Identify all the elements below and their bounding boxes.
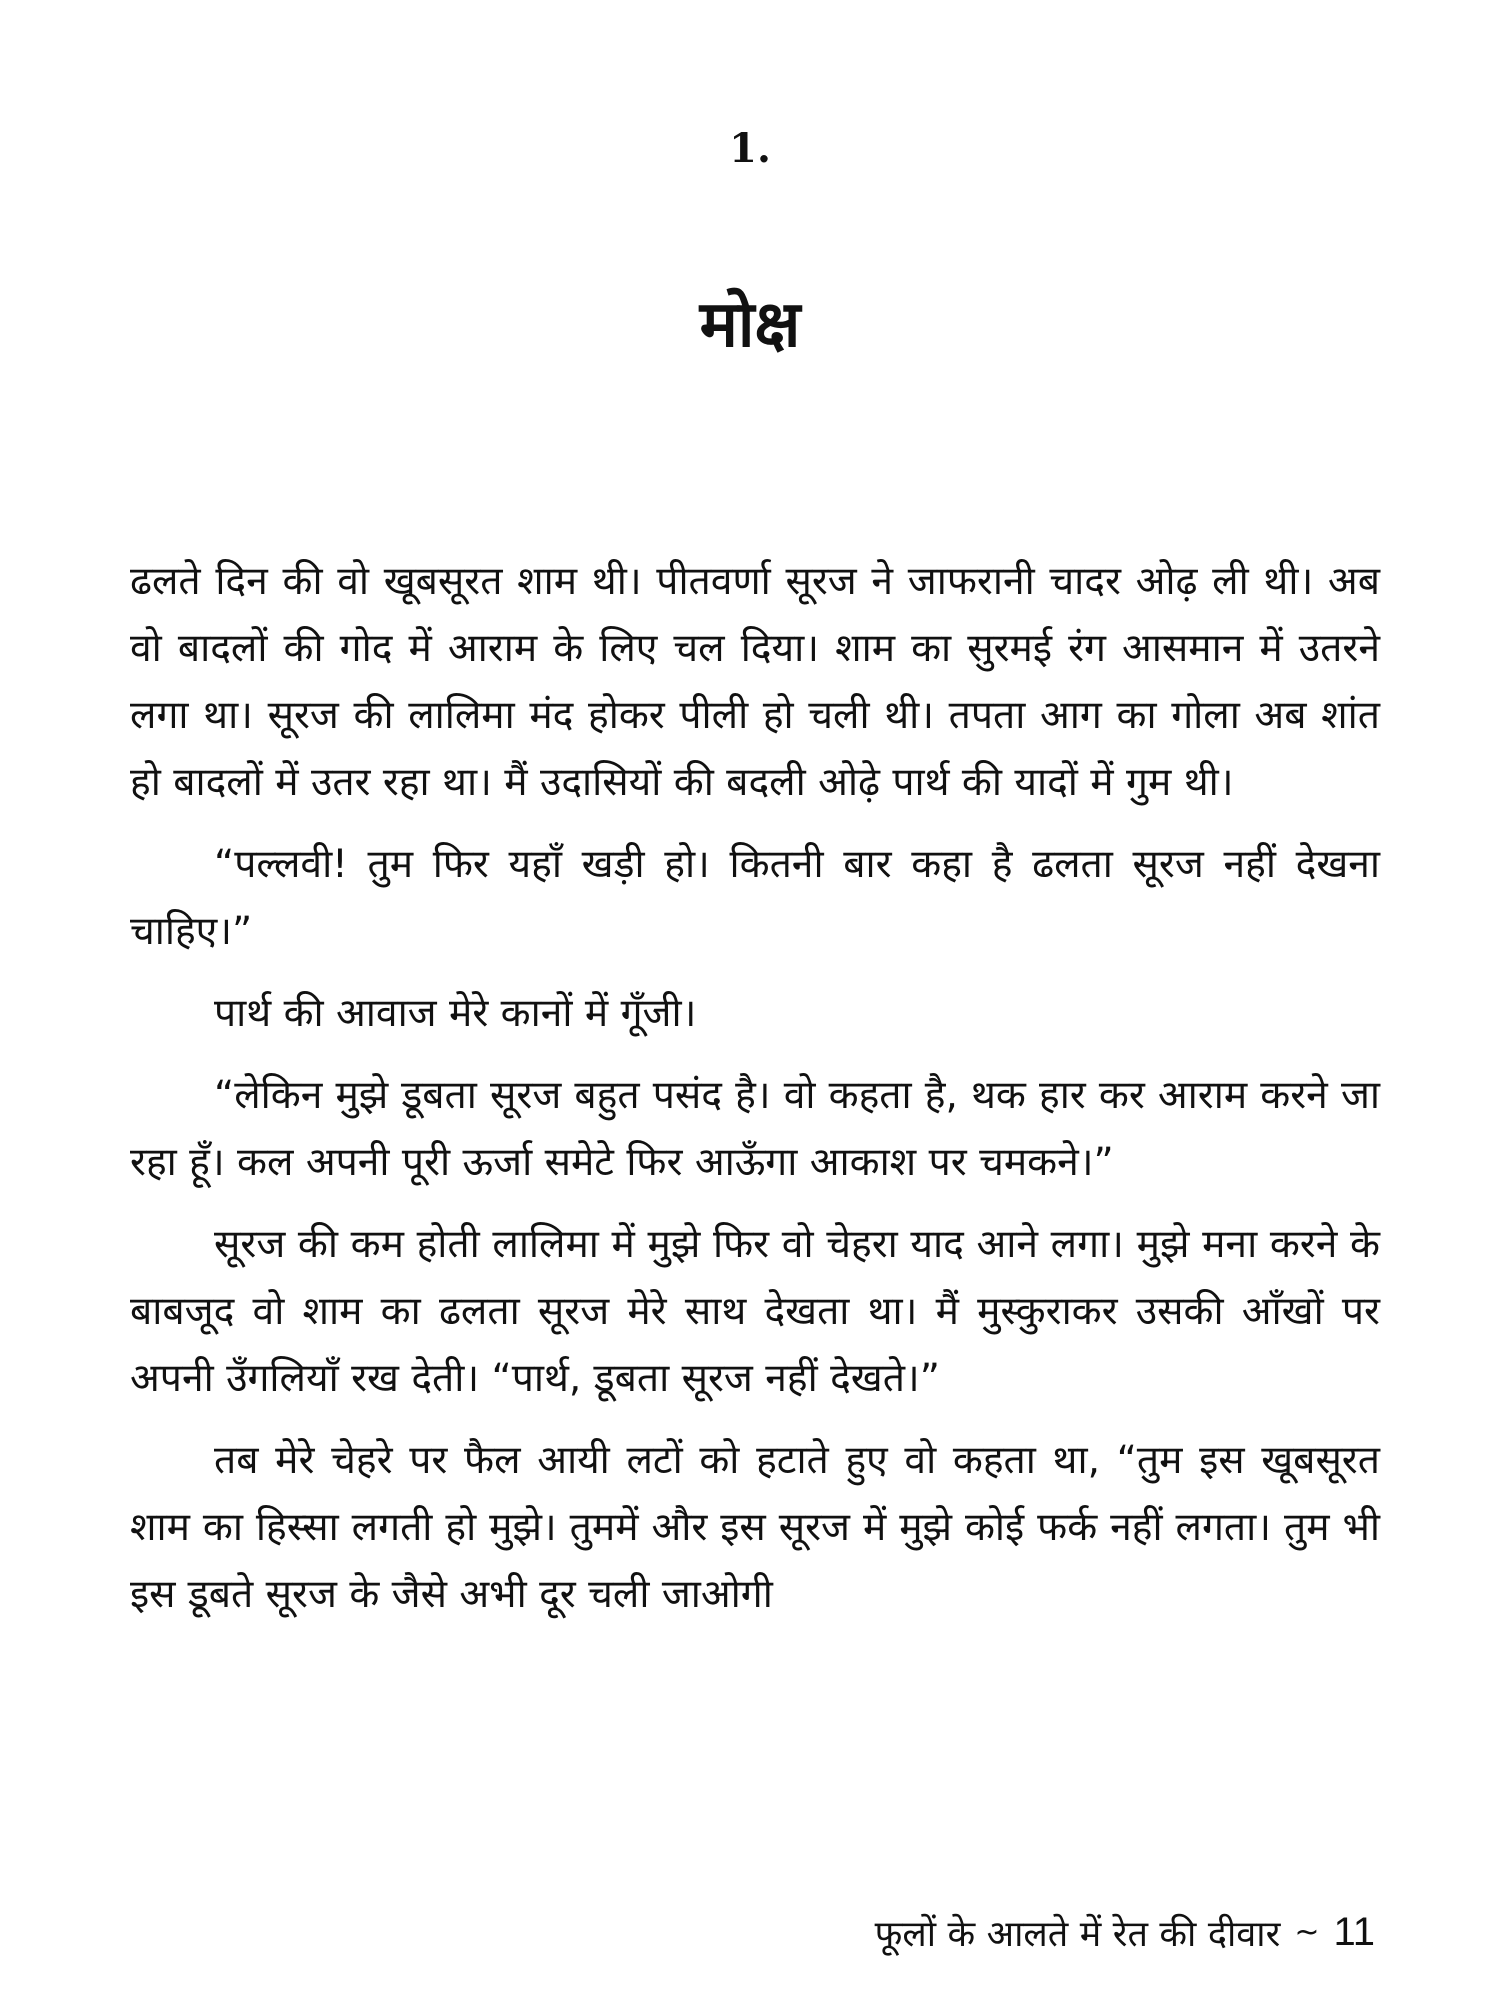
paragraph: “पल्लवी! तुम फिर यहाँ खड़ी हो। कितनी बार कहा है ढलता सूरज नहीं देखना चाहिए।” [130,842,1380,954]
paragraph: पार्थ की आवाज मेरे कानों में गूँजी। [214,991,697,1036]
paragraph: सूरज की कम होती लालिमा में मुझे फिर वो चेहरा याद आने लगा। मुझे मना करने के बाबजूद वो शाम का ढलता सूरज मेरे साथ देखता था। मैं मुस्कुराकर उसकी आँखों पर अपनी उँगलियाँ रख देती। “पार्थ, डूबता सूरज नहीं देखते।” [130,1222,1380,1401]
chapter-body [130,548,1380,1643]
running-footer [875,1908,1375,1957]
paragraph: ढलते दिन की वो खूबसूरत शाम थी। पीतवर्णा सूरज ने जाफरानी चादर ओढ़ ली थी। अब वो बादलों की गोद में आराम के लिए चल दिया। शाम का सुरमई रंग आसमान में उतरने लगा था। सूरज की लालिमा मंद होकर पीली हो चली थी। तपता आग का गोला अब शांत हो बादलों में उतर रहा था। मैं उदासियों की बदली ओढ़े पार्थ की यादों में गुम थी। [130,559,1380,805]
chapter-number: 1. [729,125,771,172]
chapter-title: मोक्ष [699,288,801,362]
book-title: फूलों के आलते में रेत की दीवार [874,1914,1281,1955]
paragraph: तब मेरे चेहरे पर फैल आयी लटों को हटाते हुए वो कहता था, “तुम इस खूबसूरत शाम का हिस्सा लगती हो मुझे। तुममें और इस सूरज में मुझे कोई फर्क नहीं लगता। तुम भी इस डूबते सूरज के जैसे अभी दूर चली जाओगी [130,1438,1380,1617]
page-number: 11 [1333,1910,1375,1954]
paragraph: “लेकिन मुझे डूबता सूरज बहुत पसंद है। वो कहता है, थक हार कर आराम करने जा रहा हूँ। कल अपनी पूरी ऊर्जा समेटे फिर आऊँगा आकाश पर चमकने।” [130,1073,1380,1185]
ornament-icon: ~ [1294,1914,1320,1950]
